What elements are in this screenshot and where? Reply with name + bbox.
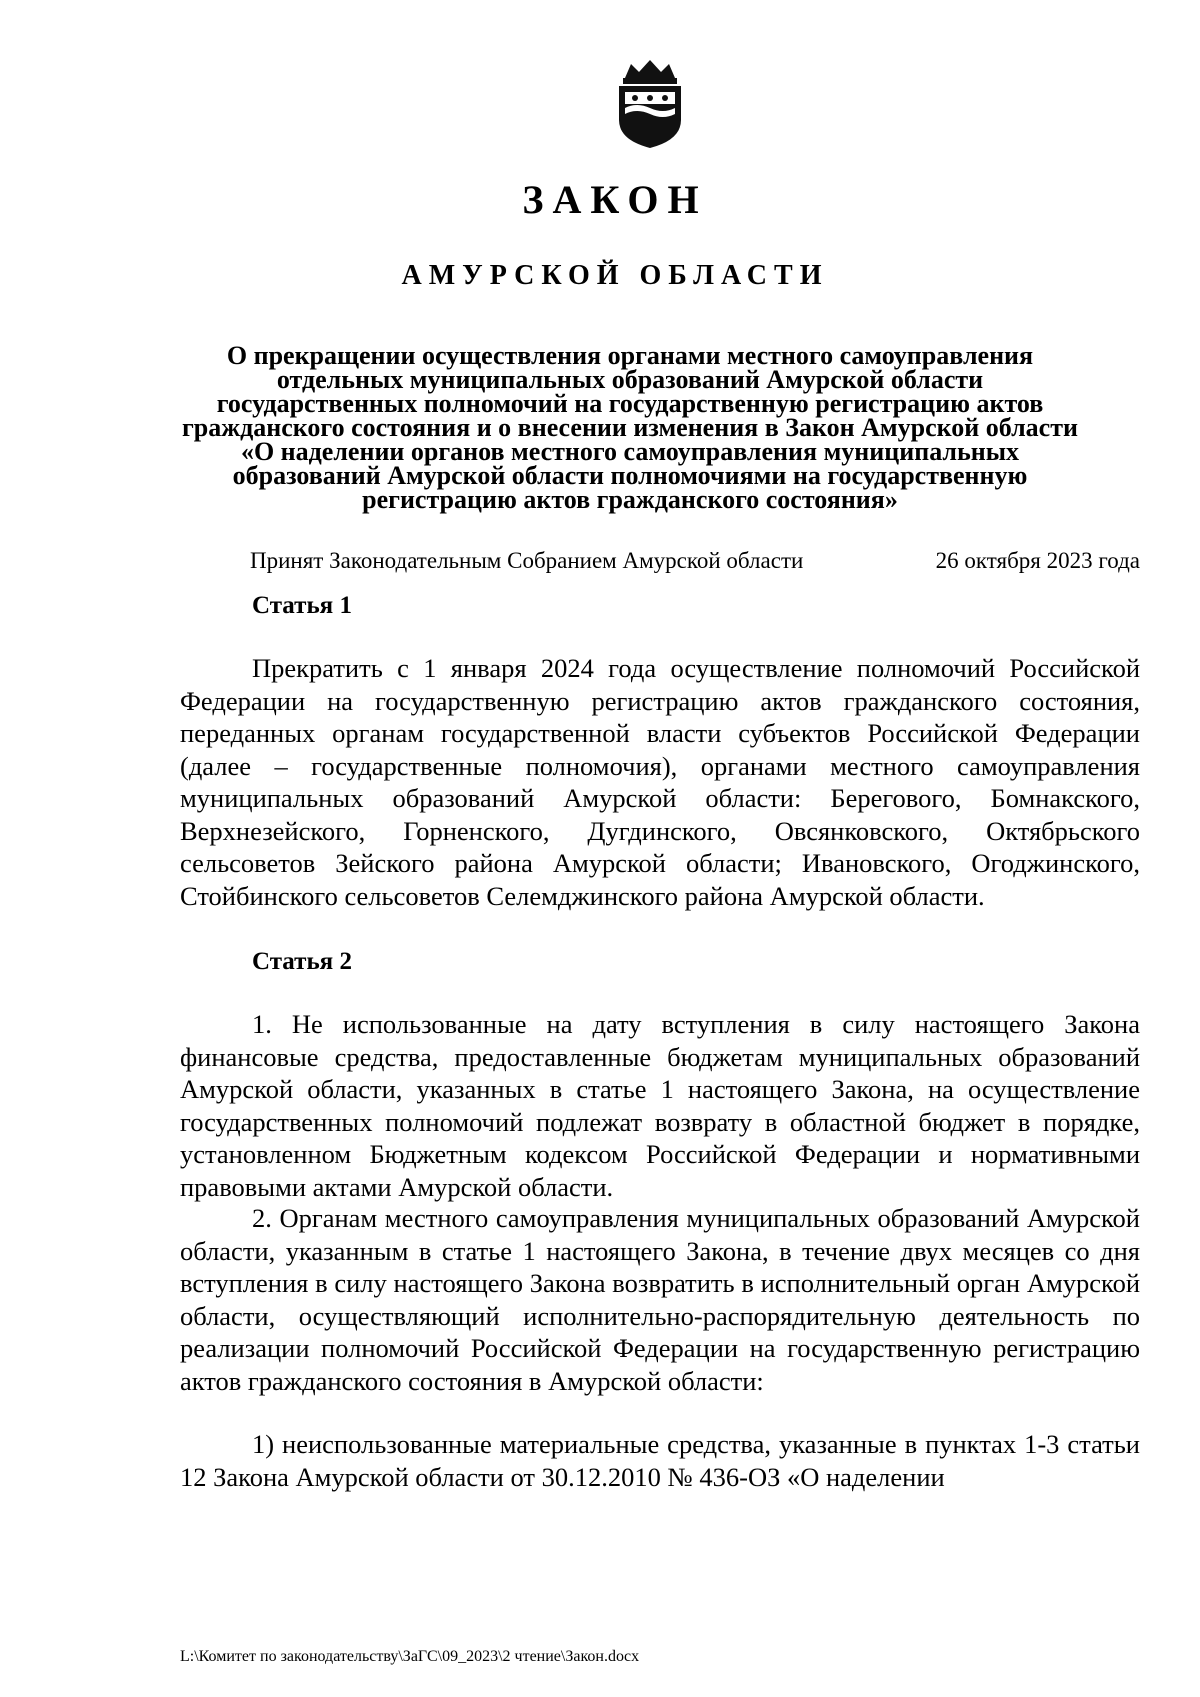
law-heading: О прекращении осуществления органами местного самоуправления отдельных муниципальных образований Амурской области государственных полномочий на государственную регистрацию актов гражданского состояния и о внесении изменения в Закон Амурской области «О наделении органов местного самоуправления муниципальных образований Амурской области полномочиями на государственную регистрацию актов гражданского состояния» [182, 341, 1078, 514]
coat-of-arms-icon [611, 58, 689, 150]
article-1-title: Статья 1 [252, 592, 352, 619]
document-subtitle: АМУРСКОЙ ОБЛАСТИ [401, 260, 829, 291]
file-path-footer: L:\Комитет по законодательству\ЗаГС\09_2023\2 чтение\Закон.docx [180, 1648, 640, 1665]
article-2-paragraph-3: 1) неиспользованные материальные средства, указанные в пунктах 1-3 статьи 12 Закона Амурской области от 30.12.2010 № 436-ОЗ «О наделении [180, 1429, 1140, 1492]
article-2-paragraph-1: 1. Не использованные на дату вступления в силу настоящего Закона финансовые средства, предоставленные бюджетам муниципальных образований Амурской области, указанных в статье 1 настоящего Закона, на осуществление государственных полномочий подлежат возврату в областной бюджет в порядке, установленном Бюджетным кодексом Российской Федерации и нормативными правовыми актами Амурской области. [180, 1009, 1140, 1202]
document-title: ЗАКОН [522, 177, 708, 222]
article-2-title: Статья 2 [252, 948, 352, 975]
article-1-text: Прекратить с 1 января 2024 года осуществление полномочий Российской Федерации на государственную регистрацию актов гражданского состояния, переданных органам государственной власти субъектов Российской Федерации (далее – государственные полномочия), органами местного самоуправления муниципальных образований Амурской области: Берегового, Бомнакского, Верхнезейского, Горненского, Дугдинского, Овсянковского, Октябрьского сельсоветов Зейского района Амурской области; Ивановского, Огоджинского, Стойбинского сельсоветов Селемджинского района Амурской области. [180, 653, 1140, 911]
article-2-paragraph-2: 2. Органам местного самоуправления муниципальных образований Амурской области, указанным в статье 1 настоящего Закона, в течение двух месяцев со дня вступления в силу настоящего Закона возвратить в исполнительный орган Амурской области, осуществляющий исполнительно-распорядительную деятельность по реализации полномочий Российской Федерации на государственную регистрацию актов гражданского состояния в Амурской области: [180, 1203, 1140, 1396]
adopted-by: Принят Законодательным Собранием Амурской области [250, 548, 804, 573]
adopted-date: 26 октября 2023 года [935, 548, 1140, 573]
